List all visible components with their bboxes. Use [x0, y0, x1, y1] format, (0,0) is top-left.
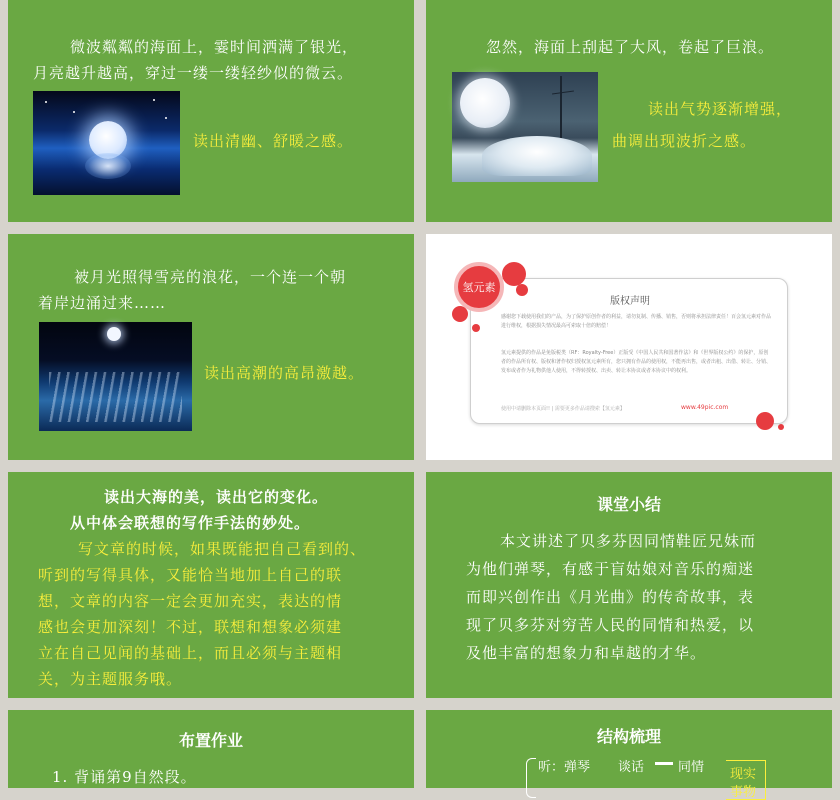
slide6-title: 课堂小结	[596, 495, 661, 514]
slide5-line: 感也会更加深刻！不过，联想和想象必须建	[38, 618, 343, 636]
slide5-head1: 读出大海的美，读出它的变化。	[104, 488, 329, 506]
structure-listen: 听：弹琴	[538, 760, 591, 775]
slide-7[interactable]	[8, 710, 414, 788]
structure-sympathy: 同情	[678, 760, 705, 775]
decor-circle	[778, 424, 784, 430]
copyright-url[interactable]: www.49pic.com	[681, 404, 729, 411]
slide6-line: 为他们弹琴，有感于盲姑娘对音乐的痴迷	[466, 560, 755, 578]
slide3-note: 读出高潮的高昂激越。	[204, 364, 365, 382]
slide6-line: 及他丰富的想象力和卓越的才华。	[466, 644, 707, 662]
copyright-para1: 感谢您下载使用我们的产品，为了保护原创作者的利益，请勿复制、传播、销售，否则将承担法律责任！百会氢元素对作品进行维权，根据损失情况最高可索取十倍的赔偿！	[501, 314, 772, 329]
slide-3[interactable]	[8, 234, 414, 460]
structure-real1: 现实	[730, 767, 757, 782]
slide6-line: 本文讲述了贝多芬因同情鞋匠兄妹而	[500, 532, 757, 550]
slide-5[interactable]	[8, 472, 414, 698]
slide5-line: 写文章的时候，如果既能把自己看到的、	[78, 540, 367, 558]
copyright-para2: 氢元素提供的作品是免版税类（RF：Royalty-Free）正版受《中国人民共和国著作法》和《世界版权公约》的保护，原创者的作品所有权、版权和著作权归授权氢元素所有，您只拥有作品的使用权，不能再出售，或者出租、出借、转让、分销、发布或者作为礼物供他人使用，不得转授权、出卖、转让本协议或者本协议中的权利。	[501, 350, 772, 374]
copyright-frame	[470, 278, 788, 424]
slide7-title: 布置作业	[178, 731, 243, 750]
brace-shape	[526, 758, 536, 798]
slide1-line1: 微波粼粼的海面上，霎时间洒满了银光，	[70, 38, 359, 56]
slide1-line2: 月亮越升越高，穿过一缕一缕轻纱似的微云。	[33, 64, 354, 82]
structure-talk: 谈话	[618, 760, 645, 775]
decor-circle	[516, 284, 528, 296]
slide3-line1: 被月光照得雪亮的浪花，一个连一个朝	[74, 268, 347, 286]
slide2-note1: 读出气势逐渐增强，	[648, 100, 793, 118]
slide1-note: 读出清幽、舒暖之感。	[193, 132, 354, 150]
structure-real2: 事物	[730, 785, 757, 800]
copyright-footnote: 使用中请删除本页面!! | 需要更多作品请搜索【氢元素】	[501, 406, 625, 412]
stormy-sea-image	[452, 72, 598, 182]
moonlit-waves-image	[39, 322, 192, 431]
slide8-title: 结构梳理	[596, 727, 661, 746]
moon-sea-image	[33, 91, 180, 195]
slide2-note2: 曲调出现波折之感。	[612, 132, 757, 150]
structure-dash	[652, 756, 676, 771]
slide-4-copyright[interactable]	[426, 234, 832, 460]
slide5-line: 想，文章的内容一定会更加充实，表达的情	[38, 592, 343, 610]
copyright-title: 版权声明	[610, 296, 650, 307]
structure-diagram	[526, 754, 757, 800]
slide5-line: 立在自己见闻的基础上，而且必须与主题相	[38, 644, 343, 662]
slide-6[interactable]	[426, 472, 832, 698]
slide2-line1: 忽然，海面上刮起了大风，卷起了巨浪。	[486, 38, 775, 56]
decor-circle	[756, 412, 774, 430]
slide5-head2: 从中体会联想的写作手法的妙处。	[70, 514, 311, 532]
slide6-line: 现了贝多芬对穷苦人民的同情和热爱，以	[466, 616, 755, 634]
reality-bracket	[726, 760, 766, 800]
homework-item-1: 1. 背诵第9自然段。	[52, 768, 197, 786]
slide6-line: 而即兴创作出《月光曲》的传奇故事，表	[466, 588, 755, 606]
logo-text: 氢元素	[462, 281, 496, 294]
slide3-line2: 着岸边涌过来……	[38, 294, 167, 312]
slide5-line: 听到的写得具体，又能恰当地加上自己的联	[38, 566, 343, 584]
slide-8[interactable]	[426, 710, 832, 800]
decor-circle	[472, 324, 480, 332]
slide-2[interactable]	[426, 0, 832, 222]
slide-1[interactable]	[8, 0, 414, 222]
slide5-line: 关，为主题服务哦。	[38, 670, 183, 688]
logo-badge	[454, 262, 504, 312]
decor-circle	[502, 262, 526, 286]
decor-circle	[452, 306, 468, 322]
